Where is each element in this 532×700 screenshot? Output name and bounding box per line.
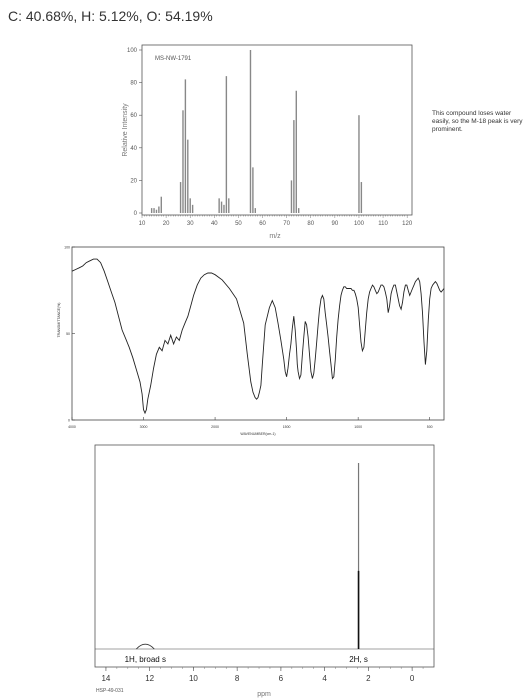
ms-x-tick-label: 110	[378, 221, 388, 227]
ms-x-tick-label: 20	[162, 221, 170, 227]
ir-y-tick-label: 50	[66, 332, 70, 336]
ir-y-label: TRANSMITTANCE(%)	[57, 302, 61, 338]
ms-x-tick-label: 90	[331, 221, 339, 227]
nmr-code-label: HSP-49-031	[96, 688, 124, 694]
nmr-spectrum	[95, 445, 434, 698]
ir-x-tick-label: 1500	[282, 425, 291, 429]
ms-x-tick-label: 70	[283, 221, 290, 227]
mass-spectrum	[122, 45, 413, 240]
nmr-x-tick-label: 2	[366, 674, 371, 683]
ir-x-axis	[68, 417, 433, 429]
note-text: This compound loses water easily, so the M-18 peak is very prominent.	[432, 110, 523, 133]
ms-y-label: Relative Intensity	[122, 103, 129, 157]
nmr-x-tick-label: 4	[322, 674, 327, 683]
ms-x-tick-label: 60	[259, 221, 266, 227]
nmr-x-tick-label: 10	[188, 674, 198, 683]
ms-y-axis	[127, 48, 142, 217]
nmr-x-tick-label: 0	[409, 674, 415, 683]
ir-y-tick-label: 0	[68, 418, 70, 423]
ms-code-label: MS-NW-1791	[155, 56, 192, 62]
ir-transmittance-line	[72, 259, 444, 413]
ms-x-tick-label: 10	[138, 221, 146, 227]
ms-y-tick-label: 60	[130, 113, 137, 120]
ms-x-tick-label: 50	[235, 221, 242, 227]
nmr-peak-annotation: 2H, s	[349, 655, 368, 664]
ms-y-tick-label: 0	[133, 211, 137, 217]
ms-x-tick-label: 40	[210, 221, 218, 227]
nmr-plot-frame	[95, 445, 434, 667]
nmr-x-tick-label: 6	[278, 674, 284, 683]
nmr-peak-annotation: 1H, broad s	[124, 655, 166, 664]
ir-x-tick-label: 500	[426, 425, 433, 429]
ir-x-tick-label: 3000	[139, 425, 148, 429]
ms-x-tick-label: 80	[307, 221, 315, 227]
nmr-x-label: ppm	[257, 691, 271, 698]
ms-x-tick-label: 30	[186, 221, 194, 227]
ir-x-tick-label: 1000	[354, 425, 363, 429]
ir-plot-frame	[72, 247, 444, 420]
ms-x-tick-label: 120	[402, 221, 413, 227]
ms-x-axis	[139, 215, 413, 227]
ir-x-tick-label: 2000	[211, 425, 219, 429]
ir-y-tick-label: 100	[64, 245, 70, 250]
nmr-x-tick-label: 8	[234, 674, 240, 683]
nmr-x-tick-label: 12	[145, 674, 155, 683]
ir-x-label: WAVENUMBER(cm-1)	[240, 432, 276, 436]
ms-y-tick-label: 100	[126, 48, 137, 54]
nmr-annotations	[125, 655, 368, 664]
ir-y-axis	[64, 246, 75, 423]
ms-bars	[152, 50, 362, 213]
nmr-peak	[136, 644, 154, 649]
ms-x-label: m/z	[269, 233, 281, 240]
nmr-x-tick-label: 14	[101, 674, 111, 683]
ms-y-tick-label: 80	[130, 80, 137, 87]
ms-x-tick-label: 100	[353, 221, 364, 227]
ir-spectrum	[57, 246, 444, 437]
formula-text: C: 40.68%, H: 5.12%, O: 54.19%	[8, 8, 213, 24]
ir-x-tick-label: 4000	[68, 425, 76, 429]
ms-y-tick-label: 20	[130, 178, 137, 185]
ms-y-tick-label: 40	[130, 145, 137, 152]
nmr-x-axis	[101, 667, 423, 683]
nmr-peaks	[136, 463, 358, 649]
